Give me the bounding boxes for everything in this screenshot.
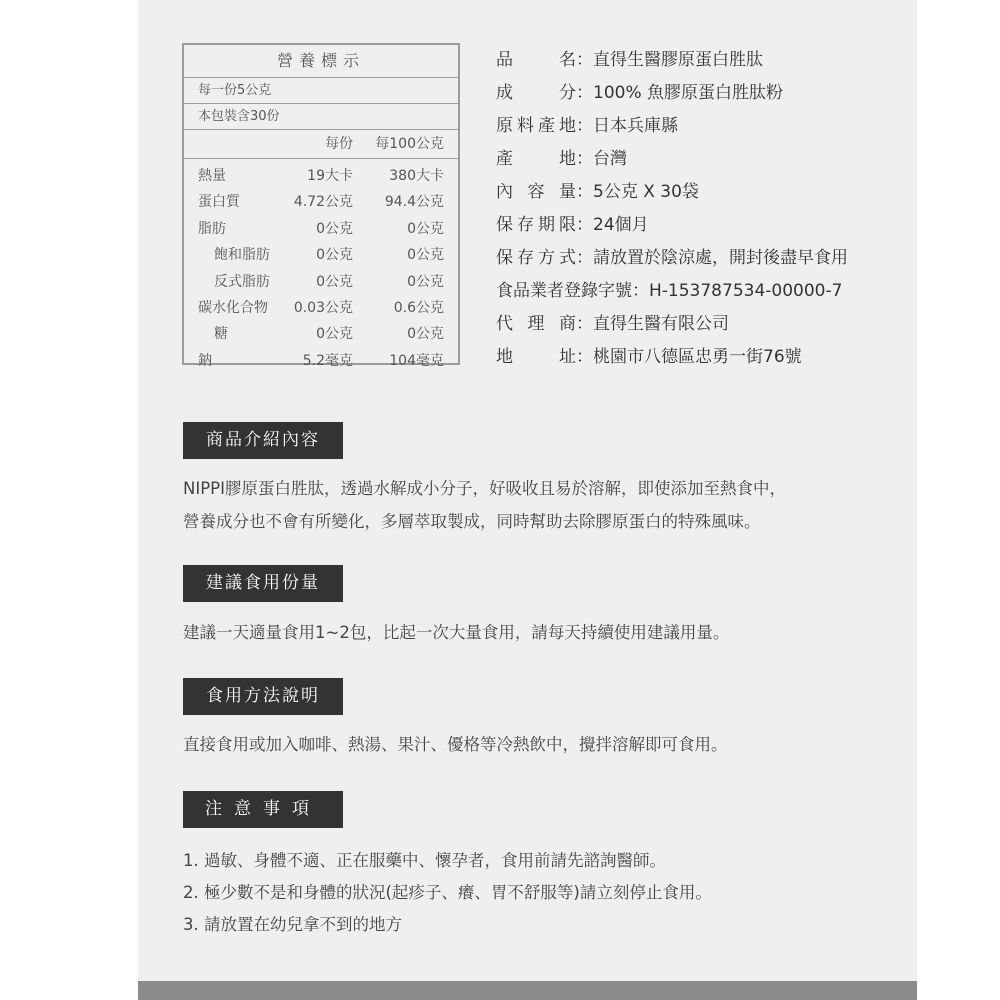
nutrition-row (184, 163, 458, 189)
info-label: 原料產地 (496, 116, 576, 136)
product-info (496, 44, 896, 374)
dosage-text: 建議一天適量食用1~2包，比起一次大量食用，請每天持續使用建議用量。 (183, 623, 730, 642)
note-item: 1. 過敏、身體不適、正在服藥中、懷孕者，食用前請先諮詢醫師。 (183, 851, 666, 870)
info-label: 代理商 (496, 314, 576, 334)
section-header-usage: 食用方法說明 (183, 678, 343, 715)
nutrition-row (184, 242, 458, 268)
nutrition-col-headers (184, 130, 458, 159)
nutrient-per-serving: 0公克 (316, 247, 353, 264)
nutrient-per-100g: 0公克 (407, 220, 444, 237)
info-value: 100% 魚膠原蛋白胜肽粉 (593, 83, 784, 103)
info-row: 保存期限：24個月 (496, 209, 896, 242)
nutrient-name: 碳水化合物 (198, 299, 268, 316)
nutrition-table (182, 43, 460, 369)
nutrient-name: 熱量 (198, 168, 226, 184)
bottom-bar (138, 981, 917, 1000)
nutrition-row (184, 269, 458, 295)
info-value: 5公克 X 30袋 (593, 182, 699, 202)
nutrient-name: 反式脂肪 (214, 273, 270, 290)
nutrient-per-serving: 19大卡 (307, 168, 353, 184)
section-header-notes: 注意事項 (183, 791, 343, 828)
info-label: 保存方式 (496, 248, 576, 268)
nutrient-per-serving: 0公克 (316, 273, 353, 290)
info-row: 原料產地：日本兵庫縣 (496, 110, 896, 143)
intro-paragraph (183, 472, 903, 538)
info-label: 內容量 (496, 182, 576, 202)
nutrition-row (184, 216, 458, 242)
info-label: 地址 (496, 347, 576, 367)
nutrient-name: 蛋白質 (198, 194, 240, 211)
intro-line: NIPPI膠原蛋白胜肽，透過水解成小分子，好吸收且易於溶解，即使添加至熱食中， (183, 479, 786, 498)
nutrient-per-100g: 94.4公克 (384, 194, 444, 211)
info-label: 食品業者登錄字號 (496, 281, 632, 301)
nutrient-name: 鈉 (198, 352, 212, 369)
nutrient-per-100g: 380大卡 (389, 168, 444, 184)
section-header-intro: 商品介紹內容 (183, 422, 343, 459)
col-header-per-100g: 每100公克 (375, 136, 444, 152)
usage-text: 直接食用或加入咖啡、熱湯、果汁、優格等冷熱飲中，攪拌溶解即可食用。 (183, 735, 728, 754)
nutrient-per-100g: 0公克 (407, 273, 444, 290)
note-item: 2. 極少數不是和身體的狀況(起疹子、癢、胃不舒服等)請立刻停止食用。 (183, 883, 712, 902)
nutrient-per-100g: 0公克 (407, 326, 444, 343)
info-label: 品名 (496, 50, 576, 70)
nutrition-row (184, 189, 458, 215)
nutrient-per-100g: 0公克 (407, 247, 444, 264)
section-header-dosage: 建議食用份量 (183, 565, 343, 602)
info-label: 產地 (496, 149, 576, 169)
nutrient-name: 飽和脂肪 (214, 247, 270, 264)
info-value: H-153787534-00000-7 (649, 281, 843, 301)
serving-size: 每一份5公克 (184, 78, 458, 104)
nutrient-per-serving: 0公克 (316, 220, 353, 237)
nutrient-per-serving: 5.2毫克 (302, 352, 353, 369)
info-value: 直得生醫有限公司 (593, 314, 729, 334)
intro-line: 營養成分也不會有所變化，多層萃取製成，同時幫助去除膠原蛋白的特殊風味。 (183, 512, 761, 531)
info-row: 內容量：5公克 X 30袋 (496, 176, 896, 209)
nutrition-row (184, 321, 458, 347)
info-row: 保存方式：請放置於陰涼處，開封後盡早食用 (496, 242, 896, 275)
nutrient-per-serving: 0公克 (316, 326, 353, 343)
info-row: 成分：100% 魚膠原蛋白胜肽粉 (496, 77, 896, 110)
info-label: 成分 (496, 83, 576, 103)
nutrition-row (184, 348, 458, 374)
info-row: 品名：直得生醫膠原蛋白胜肽 (496, 44, 896, 77)
info-value: 日本兵庫縣 (593, 116, 678, 136)
servings-per-pack: 本包裝含30份 (184, 104, 458, 130)
info-value: 直得生醫膠原蛋白胜肽 (593, 50, 763, 70)
nutrient-per-100g: 104毫克 (389, 352, 444, 369)
nutrient-name: 脂肪 (198, 220, 226, 237)
info-row: 代理商：直得生醫有限公司 (496, 308, 896, 341)
info-label: 保存期限 (496, 215, 576, 235)
nutrient-name: 糖 (214, 326, 228, 343)
col-header-per-serving: 每份 (325, 136, 353, 152)
info-value: 請放置於陰涼處，開封後盡早食用 (593, 248, 848, 268)
nutrition-title: 營養標示 (184, 45, 458, 78)
nutrient-per-serving: 0.03公克 (293, 299, 353, 316)
info-row: 食品業者登錄字號：H-153787534-00000-7 (496, 275, 896, 308)
info-value: 台灣 (593, 149, 627, 169)
nutrient-per-serving: 4.72公克 (293, 194, 353, 211)
info-value: 24個月 (593, 215, 649, 235)
info-row: 地址：桃園市八德區忠勇一街76號 (496, 341, 896, 374)
info-value: 桃園市八德區忠勇一街76號 (593, 347, 802, 367)
nutrition-row (184, 295, 458, 321)
note-item: 3. 請放置在幼兒拿不到的地方 (183, 915, 402, 934)
nutrient-per-100g: 0.6公克 (393, 299, 444, 316)
info-row: 產地：台灣 (496, 143, 896, 176)
